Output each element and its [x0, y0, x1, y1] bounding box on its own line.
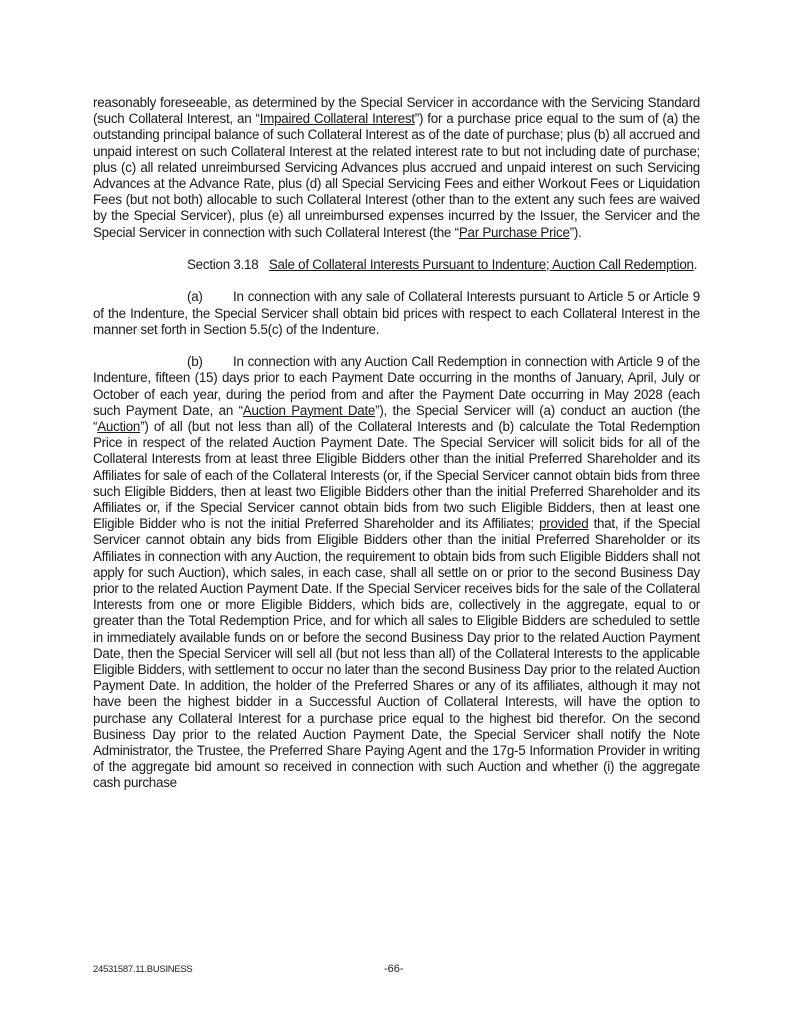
section-heading: Section 3.18 Sale of Collateral Interests Pursuant to Indenture; Auction Call Redemption. [187, 257, 698, 273]
footer-document-id: 24531587.11.BUSINESS [93, 964, 193, 975]
paragraph-b: (b) In connection with any Auction Call Redemption in connection with Article 9 of the Indenture, fifteen (15) days prior to each Payment Date occurring in the months of January, April, July or October of each year, during the period from and after the Payment Date occurring in May 2028 (each such Payment Date, an “Auction Payment Date”), the Special Servicer will (a) conduct an auction (the “Auction”) of all (but not less than all) of the Collateral Interests and (b) calculate the Total Redemption Price in respect of the related Auction Payment Date. The Special Servicer will solicit bids for all of the Collateral Interests from at least three Eligible Bidders other than the initial Preferred Shareholder and its Affiliates for sale of each of the Collateral Interests (or, if the Special Servicer cannot obtain bids from three such Eligible Bidders, then at least two Eligible Bidders other than the initial Preferred Shareholder and its Affiliates or, if the Special Servicer cannot obtain bids from two such Eligible Bidders, then at least one Eligible Bidder who is not the initial Preferred Shareholder and its Affiliates; provided that, if the Special Servicer cannot obtain any bids from Eligible Bidders other than the initial Preferred Shareholder or its Affiliates in connection with any Auction, the requirement to obtain bids from such Eligible Bidders shall not apply for such Auction), which sales, in each case, shall all settle on or prior to the second Business Day prior to the related Auction Payment Date. If the Special Servicer receives bids for the sale of the Collateral Interests from one or more Eligible Bidders, which bids are, collectively in the aggregate, equal to or greater than the Total Redemption Price, and for which all sales to Eligible Bidders are scheduled to settle in immediately available funds on or before the second Business Day prior to the related Auction Payment Date, then the Special Servicer will sell all (but not less than all) of the Collateral Interests to the applicable Eligible Bidders, with settlement to occur no later than the second Business Day prior to the related Auction Payment Date. In addition, the holder of the Preferred Shares or any of its affiliates, although it may not have been the highest bidder in a Successful Auction of Collateral Interests, will have the option to purchase any Collateral Interest for a purchase price equal to the highest bid therefor. On the second Business Day prior to the related Auction Payment Date, the Special Servicer shall notify the Note Administrator, the Trustee, the Preferred Share Paying Agent and the 17g-5 Information Provider in writing of the aggregate bid amount so received in connection with such Auction and whether (i) the aggregate cash purchase [93, 354, 701, 791]
footer-page-number: -66- [384, 963, 404, 975]
defined-term-impaired-collateral-interest: Impaired Collateral Interest [259, 111, 415, 127]
paragraph-a-label: (a) [187, 289, 203, 305]
defined-term-auction-payment-date: Auction Payment Date [242, 402, 376, 418]
paragraph-par-purchase-price: reasonably foreseeable, as determined by the Special Servicer in accordance with the Servicing Standard (such Collateral Interest, an “Impaired Collateral Interest”) for a purchase price equal to the sum of (a) the outstanding principal balance of such Collateral Interest as of the date of purchase; plus (b) all accrued and unpaid interest on such Collateral Interest at the related interest rate to but not including date of purchase; plus (c) all related unreimbursed Servicing Advances plus accrued and unpaid interest on such Servicing Advances at the Advance Rate, plus (d) all Special Servicing Fees and either Workout Fees or Liquidation Fees (but not both) allocable to such Collateral Interest (other than to the extent any such fees are waived by the Special Servicer), plus (e) all unreimbursed expenses incurred by the Issuer, the Servicer and the Special Servicer in connection with such Collateral Interest (the “Par Purchase Price”). [93, 95, 700, 240]
paragraph-b-label: (b) [187, 354, 203, 370]
section-title: Sale of Collateral Interests Pursuant to Indenture; Auction Call Redemption [268, 257, 694, 273]
defined-term-auction: Auction [97, 419, 141, 435]
defined-term-par-purchase-price: Par Purchase Price [458, 224, 570, 240]
document-body [93, 95, 700, 792]
section-number: Section 3.18 [187, 257, 259, 273]
term-provided: provided [539, 516, 589, 532]
paragraph-a: (a) In connection with any sale of Collateral Interests pursuant to Article 5 or Article 9 of the Indenture, the Special Servicer shall obtain bid prices with respect to each Collateral Interest in the manner set forth in Section 5.5(c) of the Indenture. [93, 289, 700, 337]
